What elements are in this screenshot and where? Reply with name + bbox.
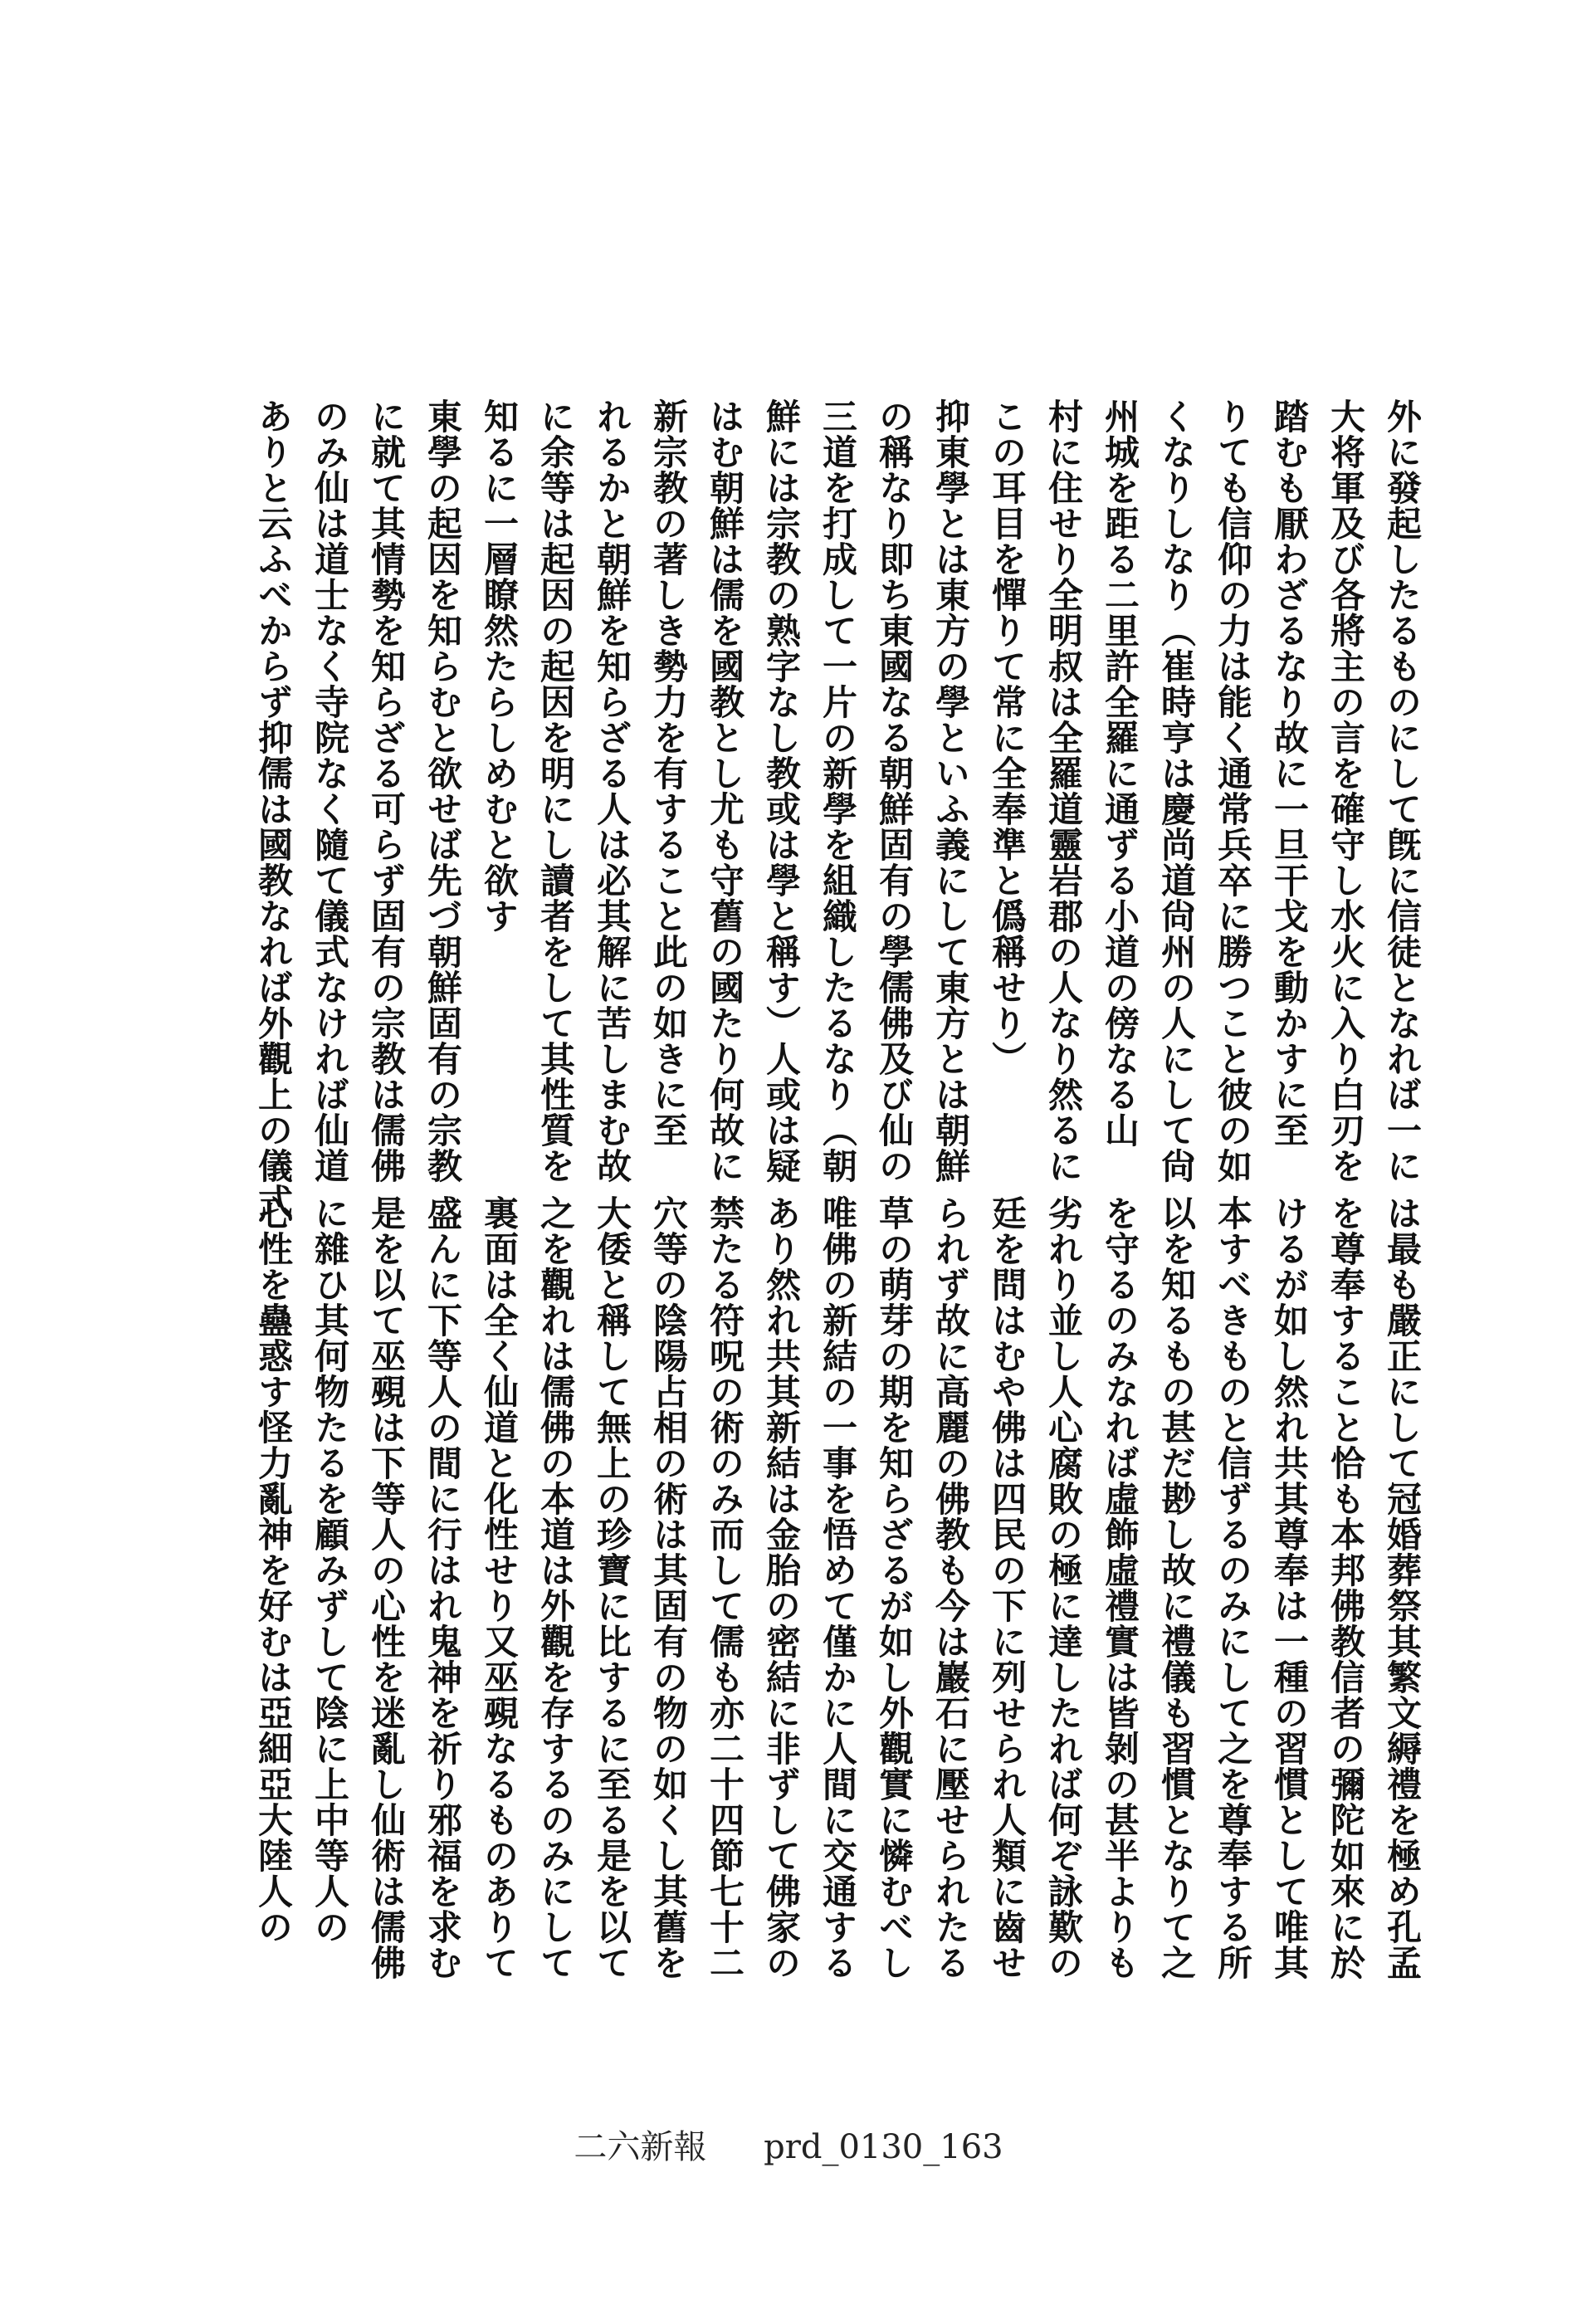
text-column: 是を以て巫覡は下等人の心性を迷亂し仙術は儒佛 [366,1195,407,1980]
text-column: 本すべきものと信ずるのみにして之を尊奉する所 [1213,1195,1253,1980]
text-column: られず故に高麗の佛教も今は巖石に壓せられたる [930,1195,971,1980]
text-column: に雜ひ其何物たるを顧みずして陰に上中等人の [310,1195,350,1945]
text-column: 鮮には宗教の熟字なし教或は學と稱す）人或は疑 [761,398,802,1184]
lower-text-block [158,1195,1423,2034]
text-column: あり然れ共其新結は金胎の密結に非ずして佛家の [761,1195,802,1980]
text-column: 心性を蠱惑す怪力亂神を好むは亞細亞大陸人の [253,1195,294,1945]
text-column: 之を觀れは儒佛の本道は外觀を存するのみにして [535,1195,576,1980]
text-column: に余等は起因の起因を明にし讀者をして其性質を [535,398,576,1184]
text-column: は最も嚴正にして冠婚葬祭其繁文縟禮を極め孔孟 [1382,1195,1423,1980]
page-identifier: prd_0130_163 [764,2128,1003,2166]
publication-name: 二六新報 [574,2128,707,2166]
text-column: 外に發起したるものにして旣に信徒となれば一に [1382,398,1423,1184]
text-column: に就て其情勢を知らざる可らず固有の宗教は儒佛 [366,398,407,1184]
text-column: を尊奉すること恰も本邦佛教信者の彌陀如來に於 [1326,1195,1366,1980]
text-column: 草の萌芽の期を知らざるが如し外觀實に憐むべし [874,1195,915,1980]
upper-text-block [158,398,1423,1219]
text-column: 穴等の陰陽占相の術は其固有の物の如くし其舊を [648,1195,689,1980]
text-column: 知るに一層瞭然たらしめむと欲す [479,398,520,934]
text-column: けるが如し然れ共其尊奉は一種の習慣として唯其 [1269,1195,1310,1980]
text-column: 抑東學とは東方の學といふ義にして東方とは朝鮮 [930,398,971,1184]
text-column: を守るのみなれば虛飾虛禮實は皆剝の甚半よりも [1100,1195,1140,1980]
page-footer [0,2121,1577,2168]
text-column: 劣れり並し人心腐敗の極に達したれば何ぞ詠歎の [1043,1195,1084,1980]
text-column: 唯佛の新結の一事を悟めて僅かに人間に交通する [818,1195,858,1980]
text-column: 禁たる符呪の術のみ而して儒も亦二十四節七十二 [705,1195,745,1980]
text-column: 盛んに下等人の間に行はれ鬼神を祈り邪福を求む [422,1195,463,1980]
text-column: のみ仙は道士なく寺院なく隨て儀式なければ仙道 [310,398,350,1184]
text-column: 大倭と稱して無上の珍寶に比するに至る是を以て [592,1195,632,1980]
text-column: 州城を距る二里許全羅に通ずる小道の傍なる山 [1100,398,1140,1148]
text-column: れるかと朝鮮を知らざる人は必其解に苦しまむ故 [592,398,632,1184]
text-column: りても信仰の力は能く通常兵卒に勝つこと彼の如 [1213,398,1253,1184]
text-column: 廷を問はむや佛は四民の下に列せられ人類に齒せ [987,1195,1028,1980]
text-column: この耳目を憚りて常に全奉準と僞稱せり） [987,398,1028,1077]
text-column: 裏面は全く仙道と化性せり又巫覡なるものありて [479,1195,520,1980]
text-column: ありと云ふべからず抑儒は國教なれば外觀上の儀式 [253,398,294,1219]
text-column: の稱なり即ち東國なる朝鮮固有の學儒佛及び仙の [874,398,915,1184]
text-column: 大将軍及び各將主の言を確守し水火に入り白刃を [1326,398,1366,1184]
text-column: くなりしなり（崔時亨は慶尚道尙州の人にして尙 [1156,398,1197,1184]
text-column: 村に住せり全明叔は全羅道靈岩郡の人なり然るに [1043,398,1084,1184]
text-column: 新宗教の著しき勢力を有すること此の如きに至 [648,398,689,1148]
text-column: 踏むも厭わざるなり故に一旦干戈を動かすに至 [1269,398,1310,1148]
text-column: 東學の起因を知らむと欲せば先づ朝鮮固有の宗教 [422,398,463,1184]
text-column: 以を知るもの甚だ尠し故に禮儀も習慣となりて之 [1156,1195,1197,1980]
text-column: 三道を打成して一片の新學を組織したるなり（朝 [818,398,858,1184]
text-column: はむ朝鮮は儒を國教とし尤も守舊の國たり何故に [705,398,745,1184]
